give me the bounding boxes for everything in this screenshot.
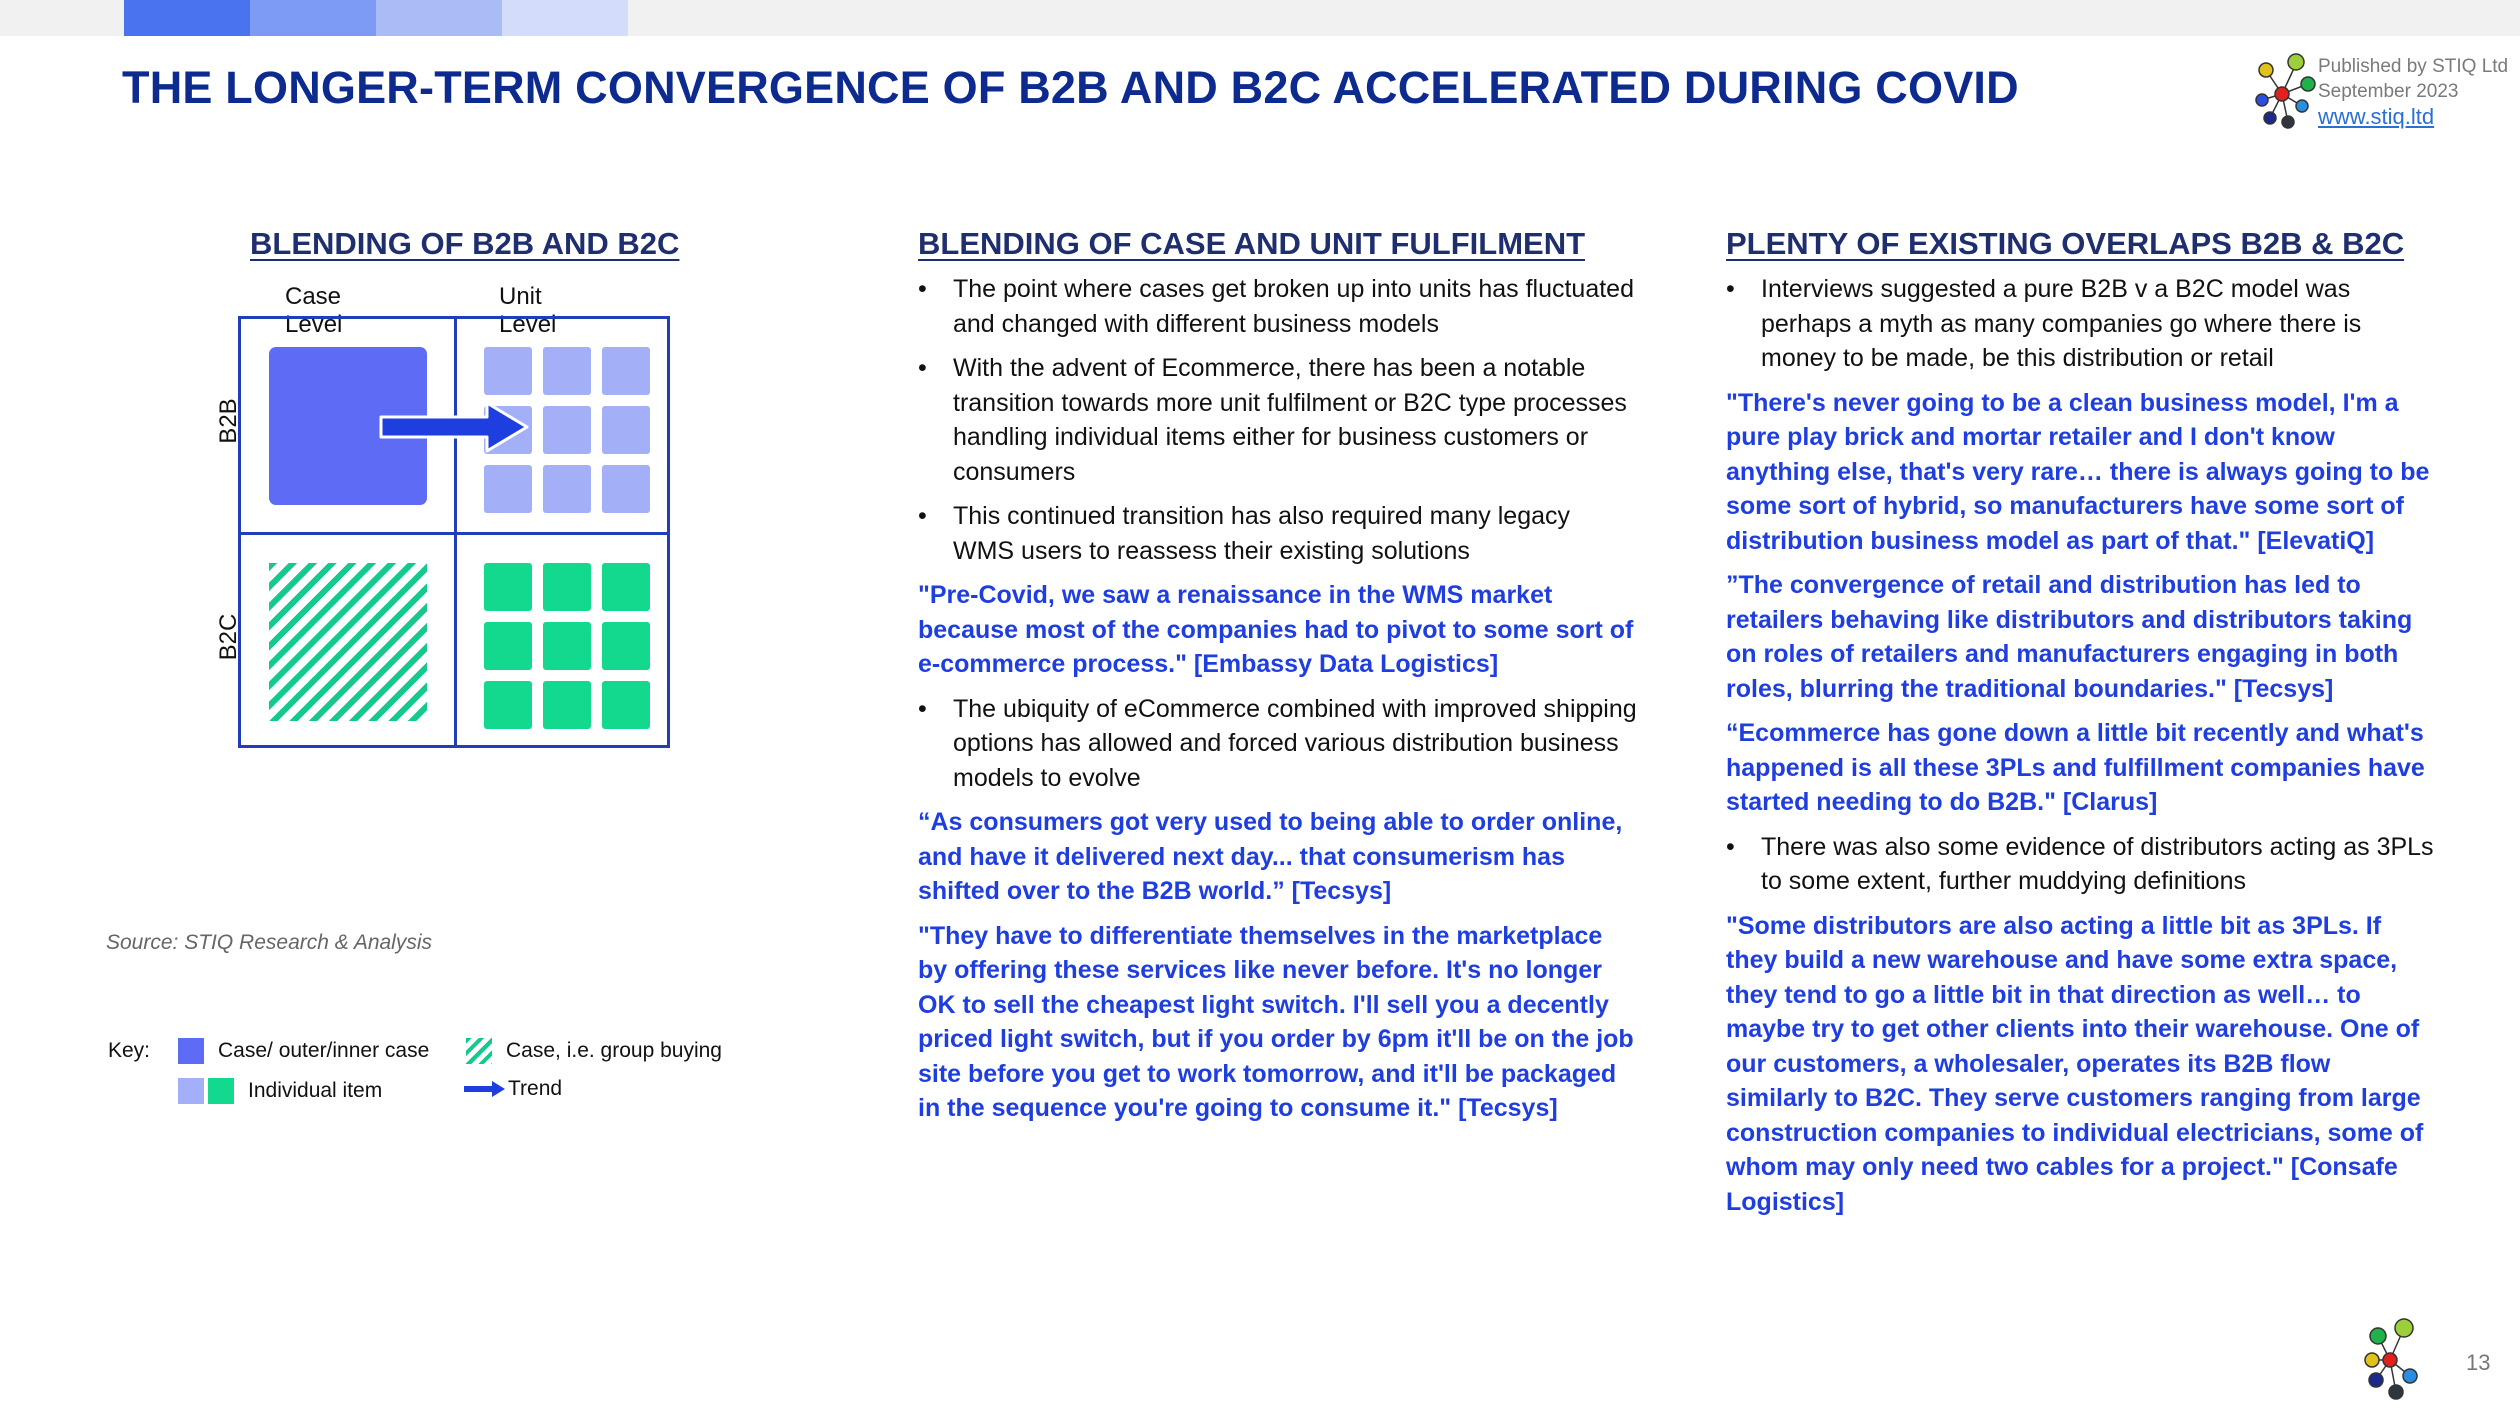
case-swatch xyxy=(178,1038,204,1064)
page-number: 13 xyxy=(2466,1350,2491,1375)
publish-date: September 2023 xyxy=(2318,81,2459,102)
key-individual-label: Individual item xyxy=(248,1079,383,1102)
unit-item xyxy=(543,563,591,611)
diagram-title: BLENDING OF B2B AND B2C xyxy=(250,226,680,261)
b2b-row-label: B2B xyxy=(215,398,242,444)
quadrant-grid xyxy=(238,316,670,748)
middle-column xyxy=(918,226,1638,1136)
group-buying-case xyxy=(269,563,427,721)
unit-item xyxy=(543,622,591,670)
quote-tecsys-1: “As consumers got very used to being able to order online, and have it delivered next day... that consumerism has shifted over to the B2B world.” [Tecsys] xyxy=(918,808,1623,905)
right-bullets-2 xyxy=(1726,830,2438,899)
bullet-item: • The point where cases get broken up into units has fluctuated and changed with different business models xyxy=(918,272,1638,341)
group-buying-swatch xyxy=(466,1038,492,1064)
unit-items-b2c xyxy=(484,563,650,729)
individual-green-swatch xyxy=(208,1078,234,1104)
unit-item xyxy=(602,347,650,395)
stiq-footer-logo-icon xyxy=(2358,1316,2424,1406)
unit-item xyxy=(484,681,532,729)
unit-item xyxy=(484,347,532,395)
unit-item xyxy=(484,465,532,513)
accent-segment-2 xyxy=(250,0,376,36)
accent-segment-1 xyxy=(124,0,250,36)
bullet-item: • Interviews suggested a pure B2B v a B2C model was perhaps a myth as many companies go where there is money to be made, be this distribution or retail xyxy=(1726,272,2438,376)
bullet-item: • With the advent of Ecommerce, there has been a notable transition towards more unit fulfilment or B2C type processes handling individual items either for business customers or consumers xyxy=(918,351,1638,489)
unit-item xyxy=(543,681,591,729)
published-by: Published by STIQ Ltd xyxy=(2318,56,2509,77)
key-group-buying-label: Case, i.e. group buying xyxy=(506,1039,722,1062)
stiq-logo-icon xyxy=(2252,50,2318,134)
unit-item xyxy=(602,406,650,454)
bullet-item: • The ubiquity of eCommerce combined with improved shipping options has allowed and forced various distribution business models to evolve xyxy=(918,692,1638,796)
key-trend-label: Trend xyxy=(508,1077,563,1100)
unit-level-header: Unit Level xyxy=(499,283,557,338)
middle-bullets-1 xyxy=(918,272,1638,568)
unit-item xyxy=(543,465,591,513)
quote-tecsys-2: "They have to differentiate themselves in the marketplace by offering these services like never before. It's no longer OK to sell the cheapest light switch. I'll sell you a decently priced light switch, but if you order by 6pm it'll be on the job site before you get to work tomorrow, and it'll be packaged in the sequence you're going to consume it." [Tecsys] xyxy=(918,921,1634,1122)
unit-item xyxy=(602,681,650,729)
source-note: Source: STIQ Research & Analysis xyxy=(106,931,433,954)
publisher-block xyxy=(2318,54,2508,129)
top-accent-bar xyxy=(0,0,2520,36)
individual-light-swatch xyxy=(178,1078,204,1104)
right-heading: PLENTY OF EXISTING OVERLAPS B2B & B2C xyxy=(1726,226,2405,261)
b2c-row-label: B2C xyxy=(215,613,242,661)
unit-item xyxy=(484,563,532,611)
unit-item xyxy=(543,347,591,395)
trend-key-icon xyxy=(464,1080,506,1098)
unit-item xyxy=(602,563,650,611)
bullet-item: • This continued transition has also required many legacy WMS users to reassess their existing solutions xyxy=(918,499,1638,568)
unit-item xyxy=(602,465,650,513)
quote-tecsys-3: ”The convergence of retail and distribution has led to retailers behaving like distributors and distributors taking on roles of retailers and manufacturers engaging in both roles, blurring the traditional boundaries." [Tecsys] xyxy=(1726,571,2413,703)
quote-consafe: "Some distributors are also acting a little bit as 3PLs. If they build a new warehouse and have some extra space, they tend to go a little bit in that direction as well… to maybe try to get other clients into their warehouse. One of our customers, a wholesaler, operates its B2B flow similarly to B2C. They serve customers ranging from large construction companies to individual electricians, some of whom may only need two cables for a project." [Consafe Logistics] xyxy=(1726,911,2424,1216)
unit-item xyxy=(484,622,532,670)
quote-embassy: "Pre-Covid, we saw a renaissance in the WMS market because most of the companies had to pivot to some sort of e-commerce process." [Embassy Data Logistics] xyxy=(918,581,1634,678)
unit-item xyxy=(602,622,650,670)
page-title: THE LONGER-TERM CONVERGENCE OF B2B AND B2C ACCELERATED DURING COVID xyxy=(122,62,2019,113)
trend-arrow-icon xyxy=(377,397,537,457)
right-bullets-1 xyxy=(1726,272,2438,376)
key-label: Key: xyxy=(108,1039,151,1062)
quote-elevatiq: "There's never going to be a clean business model, I'm a pure play brick and mortar retailer and I don't know anything else, that's very rare… there is always going to be some sort of hybrid, so manufacturers have some sort of distribution business model as part of that." [ElevatiQ] xyxy=(1726,388,2430,555)
right-column xyxy=(1726,226,2438,1229)
grid-divider-horizontal xyxy=(241,532,667,535)
case-level-header: Case Level xyxy=(285,283,343,338)
quote-clarus: “Ecommerce has gone down a little bit recently and what's happened is all these 3PLs and fulfillment companies have started needing to do B2B." [Clarus] xyxy=(1726,719,2425,816)
bullet-item: • There was also some evidence of distributors acting as 3PLs to some extent, further muddying definitions xyxy=(1726,830,2438,899)
unit-item xyxy=(543,406,591,454)
middle-bullets-2 xyxy=(918,692,1638,796)
accent-segment-3 xyxy=(376,0,502,36)
website-link[interactable]: www.stiq.ltd xyxy=(2318,104,2435,129)
accent-segment-4 xyxy=(502,0,628,36)
middle-heading: BLENDING OF CASE AND UNIT FULFILMENT xyxy=(918,226,1586,261)
key-case-label: Case/ outer/inner case xyxy=(218,1039,430,1062)
